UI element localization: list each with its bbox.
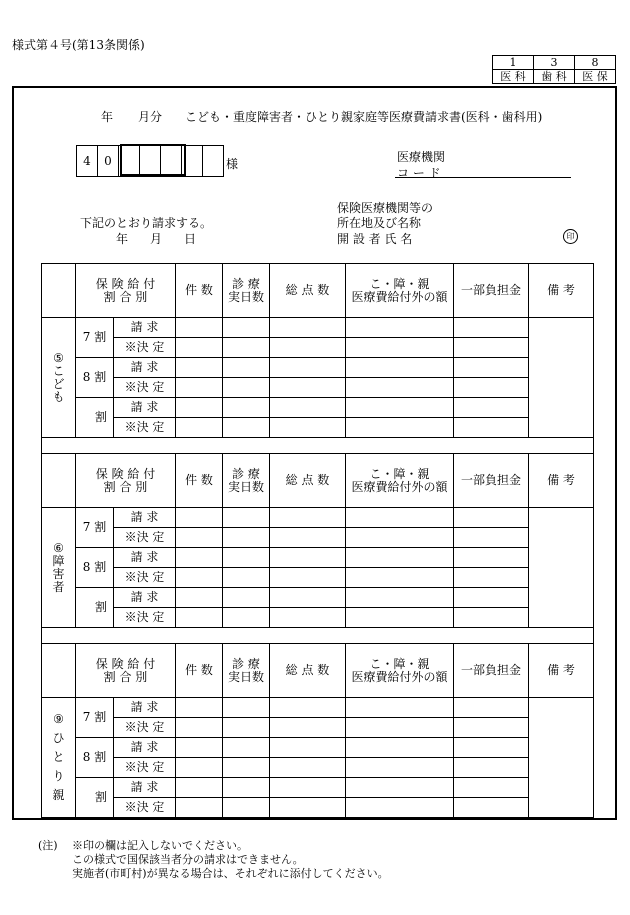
- institution-digit[interactable]: 4: [77, 146, 98, 177]
- date-day: 日: [184, 232, 197, 246]
- section-char: 障: [52, 553, 65, 568]
- section-label: [42, 698, 76, 818]
- entry-cell[interactable]: [176, 318, 223, 338]
- row-type: 請 求: [114, 548, 176, 568]
- entry-cell[interactable]: [176, 378, 223, 398]
- entry-cell[interactable]: [223, 318, 270, 338]
- page-title: こども・重度障害者・ひとり親家庭等医療費請求書(医科・歯科用): [185, 110, 543, 124]
- entry-cell[interactable]: [346, 548, 454, 568]
- honorific: 様: [226, 157, 239, 171]
- entry-cell[interactable]: [454, 528, 529, 548]
- entry-cell[interactable]: [223, 718, 270, 738]
- ratio-cell: 7 割: [76, 318, 114, 358]
- header-outside: [346, 644, 454, 698]
- section-table-shogaisha: [41, 453, 594, 644]
- section-spacer: [42, 628, 594, 644]
- header-count: 件 数: [176, 454, 223, 508]
- header-corner: [42, 644, 76, 698]
- notes-block: [38, 839, 389, 881]
- entry-cell[interactable]: [176, 698, 223, 718]
- ratio-cell: 8 割: [76, 358, 114, 398]
- entry-cell[interactable]: [346, 398, 454, 418]
- section-char: 害: [52, 566, 65, 581]
- row-type: 請 求: [114, 778, 176, 798]
- section-label: [42, 318, 76, 438]
- header-remarks: 備 考: [529, 454, 594, 508]
- entry-cell[interactable]: [270, 338, 346, 358]
- ratio-cell: 割: [76, 398, 114, 438]
- remarks-cell[interactable]: [529, 508, 594, 628]
- section-table-kodomo: [41, 263, 594, 454]
- entry-cell[interactable]: [270, 508, 346, 528]
- institution-digit[interactable]: 0: [98, 146, 119, 177]
- entry-cell[interactable]: [223, 738, 270, 758]
- entry-cell[interactable]: [270, 358, 346, 378]
- code-number: 1: [493, 56, 534, 70]
- row-type: 請 求: [114, 508, 176, 528]
- entry-cell[interactable]: [454, 698, 529, 718]
- row-type: ※決 定: [114, 798, 176, 818]
- row-type: ※決 定: [114, 528, 176, 548]
- entry-cell[interactable]: [454, 318, 529, 338]
- med-code-label: 医療機関: [397, 150, 446, 164]
- header-remarks: 備 考: [529, 264, 594, 318]
- row-type: ※決 定: [114, 758, 176, 778]
- notes-label: (注): [38, 839, 58, 852]
- entry-cell[interactable]: [270, 588, 346, 608]
- entry-cell[interactable]: [270, 378, 346, 398]
- entry-cell[interactable]: [454, 738, 529, 758]
- code-number: 8: [575, 56, 616, 70]
- entry-cell[interactable]: [346, 738, 454, 758]
- row-type: ※決 定: [114, 338, 176, 358]
- entry-cell[interactable]: [346, 358, 454, 378]
- entry-cell[interactable]: [270, 398, 346, 418]
- title-year: 年: [101, 110, 114, 124]
- entry-cell[interactable]: [346, 378, 454, 398]
- header-outside-line: 医療費給付外の額: [351, 479, 448, 494]
- entry-cell[interactable]: [223, 358, 270, 378]
- entry-cell[interactable]: [346, 588, 454, 608]
- entry-cell[interactable]: [454, 588, 529, 608]
- entry-cell[interactable]: [176, 568, 223, 588]
- entry-cell[interactable]: [223, 778, 270, 798]
- entry-cell[interactable]: [270, 738, 346, 758]
- header-benefit: [76, 644, 176, 698]
- entry-cell[interactable]: [176, 778, 223, 798]
- date-year: 年: [116, 232, 129, 246]
- header-corner: [42, 264, 76, 318]
- entry-cell[interactable]: [454, 608, 529, 628]
- entry-cell[interactable]: [454, 398, 529, 418]
- entry-cell[interactable]: [223, 398, 270, 418]
- header-days-line: 診 療: [232, 276, 260, 291]
- title-month: 月分: [138, 110, 163, 124]
- entry-cell[interactable]: [454, 758, 529, 778]
- header-outside-line: こ・障・親: [369, 276, 430, 291]
- entry-cell[interactable]: [270, 318, 346, 338]
- header-benefit-line: 割 合 別: [103, 479, 148, 494]
- section-table-hitorioya: [41, 643, 594, 818]
- date-month: 月: [150, 232, 163, 246]
- entry-cell[interactable]: [454, 418, 529, 438]
- header-points: 総 点 数: [270, 454, 346, 508]
- entry-cell[interactable]: [346, 338, 454, 358]
- entry-cell[interactable]: [346, 608, 454, 628]
- entry-cell[interactable]: [223, 548, 270, 568]
- form-id: 様式第４号(第13条関係): [12, 38, 145, 52]
- med-code-label: コ ー ド: [397, 166, 441, 180]
- header-copay: 一部負担金: [454, 264, 529, 318]
- entry-cell[interactable]: [270, 548, 346, 568]
- ratio-cell: 7 割: [76, 698, 114, 738]
- ratio-cell: 8 割: [76, 738, 114, 778]
- row-type: ※決 定: [114, 608, 176, 628]
- header-benefit-line: 保 険 給 付: [95, 656, 156, 671]
- entry-cell[interactable]: [454, 798, 529, 818]
- header-benefit-line: 保 険 給 付: [95, 276, 156, 291]
- entry-cell[interactable]: [176, 718, 223, 738]
- header-copay: 一部負担金: [454, 454, 529, 508]
- note-line: ※印の欄は記入しないでください。: [72, 839, 248, 852]
- header-outside: [346, 264, 454, 318]
- header-outside-line: こ・障・親: [369, 466, 430, 481]
- header-points: 総 点 数: [270, 264, 346, 318]
- entry-cell[interactable]: [270, 608, 346, 628]
- entry-cell[interactable]: [176, 528, 223, 548]
- entry-cell[interactable]: [176, 418, 223, 438]
- entry-cell[interactable]: [223, 338, 270, 358]
- header-corner: [42, 454, 76, 508]
- entry-cell[interactable]: [176, 798, 223, 818]
- entry-cell[interactable]: [346, 528, 454, 548]
- entry-cell[interactable]: [346, 568, 454, 588]
- header-outside-line: 医療費給付外の額: [351, 289, 448, 304]
- row-type: 請 求: [114, 318, 176, 338]
- entry-cell[interactable]: [176, 738, 223, 758]
- entry-cell[interactable]: [223, 758, 270, 778]
- ratio-cell: 割: [76, 588, 114, 628]
- ratio-cell: 8 割: [76, 548, 114, 588]
- entry-cell[interactable]: [223, 588, 270, 608]
- ratio-cell: 割: [76, 778, 114, 818]
- entry-cell[interactable]: [223, 508, 270, 528]
- entry-cell[interactable]: [346, 318, 454, 338]
- header-outside-line: こ・障・親: [369, 656, 430, 671]
- section-label: [42, 508, 76, 628]
- remarks-cell[interactable]: [529, 318, 594, 438]
- code-label: 歯 科: [534, 70, 575, 84]
- entry-cell[interactable]: [176, 548, 223, 568]
- header-remarks: 備 考: [529, 644, 594, 698]
- entry-cell[interactable]: [176, 608, 223, 628]
- entry-cell[interactable]: [346, 698, 454, 718]
- entry-cell[interactable]: [223, 378, 270, 398]
- institution-digit[interactable]: [203, 146, 224, 177]
- remarks-cell[interactable]: [529, 698, 594, 818]
- header-count: 件 数: [176, 264, 223, 318]
- header-points: 総 点 数: [270, 644, 346, 698]
- entry-cell[interactable]: [454, 358, 529, 378]
- entry-cell[interactable]: [270, 718, 346, 738]
- entry-cell[interactable]: [223, 798, 270, 818]
- header-days-line: 実日数: [227, 289, 264, 304]
- note-line: この様式で国保該当者分の請求はできません。: [72, 853, 304, 866]
- section-char: も: [52, 389, 65, 404]
- provider-label: 所在地及び名称: [337, 216, 422, 230]
- code-label: 医 保: [575, 70, 616, 84]
- entry-cell[interactable]: [270, 528, 346, 548]
- entry-cell[interactable]: [454, 548, 529, 568]
- header-days: [223, 644, 270, 698]
- entry-cell[interactable]: [176, 508, 223, 528]
- entry-cell[interactable]: [346, 718, 454, 738]
- header-days: [223, 454, 270, 508]
- entry-cell[interactable]: [223, 418, 270, 438]
- entry-cell[interactable]: [454, 338, 529, 358]
- entry-cell[interactable]: [270, 418, 346, 438]
- entry-cell[interactable]: [270, 568, 346, 588]
- header-days-line: 実日数: [227, 479, 264, 494]
- med-code-underline[interactable]: [395, 177, 571, 178]
- row-type: ※決 定: [114, 378, 176, 398]
- header-outside: [346, 454, 454, 508]
- provider-label: 開 設 者 氏 名: [337, 232, 413, 246]
- row-type: 請 求: [114, 698, 176, 718]
- section-char: り: [52, 769, 65, 783]
- header-days-line: 診 療: [232, 656, 260, 671]
- header-days: [223, 264, 270, 318]
- entry-cell[interactable]: [176, 758, 223, 778]
- entry-cell[interactable]: [176, 358, 223, 378]
- row-type: ※決 定: [114, 568, 176, 588]
- row-type: ※決 定: [114, 718, 176, 738]
- header-days-line: 診 療: [232, 466, 260, 481]
- entry-cell[interactable]: [346, 508, 454, 528]
- request-text: 下記のとおり請求する。: [80, 216, 213, 230]
- category-code-table: [492, 55, 616, 84]
- entry-cell[interactable]: [223, 528, 270, 548]
- header-outside-line: 医療費給付外の額: [351, 669, 448, 684]
- section-circle: ⑥: [53, 540, 64, 555]
- entry-cell[interactable]: [223, 568, 270, 588]
- section-char: こ: [52, 363, 65, 378]
- row-type: 請 求: [114, 588, 176, 608]
- section-char: と: [52, 750, 65, 764]
- entry-cell[interactable]: [454, 718, 529, 738]
- header-benefit: [76, 454, 176, 508]
- row-type: 請 求: [114, 358, 176, 378]
- header-copay: 一部負担金: [454, 644, 529, 698]
- section-char: 親: [52, 788, 65, 802]
- entry-cell[interactable]: [270, 758, 346, 778]
- entry-cell[interactable]: [176, 588, 223, 608]
- entry-cell[interactable]: [270, 698, 346, 718]
- header-benefit-line: 割 合 別: [103, 289, 148, 304]
- entry-cell[interactable]: [346, 418, 454, 438]
- entry-cell[interactable]: [346, 778, 454, 798]
- entry-cell[interactable]: [223, 698, 270, 718]
- section-circle: ⑨: [53, 712, 64, 726]
- entry-cell[interactable]: [454, 568, 529, 588]
- section-char: ひ: [52, 731, 65, 745]
- entry-cell[interactable]: [454, 778, 529, 798]
- code-label: 医 科: [493, 70, 534, 84]
- ratio-cell: 7 割: [76, 508, 114, 548]
- entry-cell[interactable]: [454, 378, 529, 398]
- header-days-line: 実日数: [227, 669, 264, 684]
- row-type: 請 求: [114, 398, 176, 418]
- institution-highlight-box: [120, 144, 186, 176]
- provider-label: 保険医療機関等の: [337, 201, 434, 215]
- header-count: 件 数: [176, 644, 223, 698]
- header-benefit-line: 割 合 別: [103, 669, 148, 684]
- header-benefit-line: 保 険 給 付: [95, 466, 156, 481]
- row-type: ※決 定: [114, 418, 176, 438]
- header-benefit: [76, 264, 176, 318]
- entry-cell[interactable]: [270, 778, 346, 798]
- entry-cell[interactable]: [223, 608, 270, 628]
- section-char: ど: [52, 376, 65, 391]
- entry-cell[interactable]: [176, 398, 223, 418]
- entry-cell[interactable]: [346, 798, 454, 818]
- entry-cell[interactable]: [270, 798, 346, 818]
- entry-cell[interactable]: [176, 338, 223, 358]
- section-spacer: [42, 438, 594, 454]
- entry-cell[interactable]: [346, 758, 454, 778]
- section-circle: ⑤: [53, 350, 64, 365]
- section-char: 者: [52, 579, 65, 594]
- entry-cell[interactable]: [454, 508, 529, 528]
- row-type: 請 求: [114, 738, 176, 758]
- note-line: 実施者(市町村)が異なる場合は、それぞれに添付してください。: [72, 867, 389, 880]
- code-number: 3: [534, 56, 575, 70]
- seal-icon: 印: [563, 229, 578, 244]
